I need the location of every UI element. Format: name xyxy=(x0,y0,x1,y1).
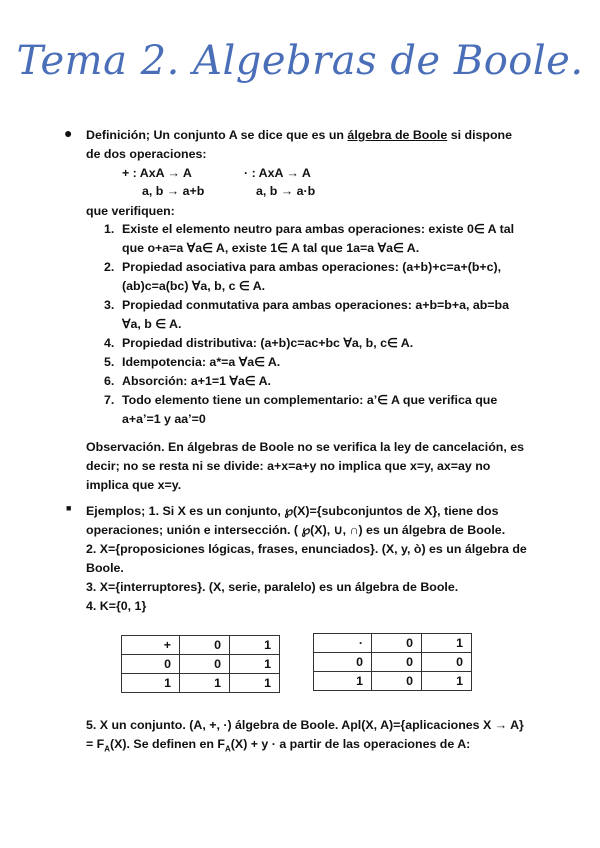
table-row xyxy=(314,672,472,691)
table-cell: 0 xyxy=(314,653,372,672)
bullet-dot: ● xyxy=(64,125,73,141)
table-row xyxy=(314,634,472,653)
powerset-icon: ℘ xyxy=(284,504,293,518)
table-cell: 1 xyxy=(230,636,280,655)
table-cell: 1 xyxy=(422,672,472,691)
verifiquen-text: que verifiquen: xyxy=(86,204,175,218)
op-sum-line1: + : AxA → A xyxy=(122,166,192,180)
properties-list: 1. Existe el elemento neutro para ambas operaciones: existe 0∈ A tal que o+a=a ∀a∈ A, existe 1∈ A tal que 1a=a ∀a∈ A. 2. Propiedad asociativa para ambas operaciones: (a+b)+c=a+(b+c), (ab)c=a(bc) ∀a, b, c ∈ A. 3. Propiedad conmutativa para ambas operaciones: a+b=b+a, ab=ba ∀a, b ∈ A. 4. Propiedad distributiva: (a+b)c=ac+bc ∀a, b, c∈ A. 5. Idempotencia: a*=a ∀a∈ A. 6. Absorción: a+1=1 ∀a∈ A. 7. Todo elemento tiene un complementario: a’∈ A que verifica que a+a’=1 y aa’=0 xyxy=(104,220,524,429)
ejemplos-section: Ejemplos; 1. Si X es un conjunto, ℘(X)={subconjuntos de X}, tiene dos operaciones; unión e intersección. ( ℘(X), ∪, ∩) es un álgebra de Boole. 2. X={proposiciones lógicas, frases, enunciados}. (X, y, ò) es un álgebra de Boole. 3. X={interruptores}. (X, serie, paralelo) es un álgebra de Boole. 4. K={0, 1} xyxy=(86,504,527,613)
table-cell: 1 xyxy=(180,674,230,693)
property-1: 1. Existe el elemento neutro para ambas operaciones: existe 0∈ A tal xyxy=(104,222,515,236)
page-title: Tema 2. Algebras de Boole. xyxy=(16,38,584,84)
powerset-icon: ℘ xyxy=(301,523,311,537)
table-cell: · xyxy=(314,634,372,653)
product-table xyxy=(313,633,472,691)
table-cell: 0 xyxy=(372,672,422,691)
ejemplo5-section: 5. X un conjunto. (A, +, ·) álgebra de Boole. Apl(X, A)={aplicaciones X → A} = $F_A(X)$. Se definen en $F_A(X) + y \cdot a$ partir de las operaciones de A: xyxy=(86,718,524,754)
table-cell: 0 xyxy=(372,634,422,653)
observacion-label: Observación. xyxy=(86,440,165,454)
table-cell: 1 xyxy=(314,672,372,691)
sum-table xyxy=(121,635,280,693)
bullet-square: ■ xyxy=(66,503,72,513)
table-cell: 1 xyxy=(422,634,472,653)
property-4: 4. Propiedad distributiva: (a+b)c=ac+bc ∀a, b, c∈ A. xyxy=(104,336,414,350)
op-sum-line2: a, b → a+b xyxy=(142,184,205,198)
table-row xyxy=(122,655,280,674)
definicion-text-a: Un conjunto A se dice que es un xyxy=(153,128,344,142)
table-row xyxy=(314,653,472,672)
table-row xyxy=(122,674,280,693)
table-cell: 0 xyxy=(180,655,230,674)
table-cell: 1 xyxy=(230,655,280,674)
observacion-section: Observación. En álgebras de Boole no se verifica la ley de cancelación, es decir; no se resta ni se divide: a+x=a+y no implica que x=y, ax=ay no implica que x=y. xyxy=(86,440,525,492)
table-cell: 0 xyxy=(122,655,180,674)
op-prod-line2: a, b → a·b xyxy=(256,184,316,198)
definicion-section xyxy=(86,126,526,164)
algebra-term: álgebra de Boole xyxy=(347,128,448,142)
table-cell: 0 xyxy=(372,653,422,672)
table-cell: 0 xyxy=(180,636,230,655)
table-cell: 1 xyxy=(122,674,180,693)
table-cell: 1 xyxy=(230,674,280,693)
definicion-text-b: si dispone de dos operaciones: xyxy=(86,128,512,161)
op-prod-line1: · : AxA → A xyxy=(244,166,311,180)
property-7: 7. Todo elemento tiene un complementario: a’∈ A que verifica que xyxy=(104,393,498,407)
table-cell: 0 xyxy=(422,653,472,672)
property-6: 6. Absorción: a+1=1 ∀a∈ A. xyxy=(104,374,271,388)
property-2: 2. Propiedad asociativa para ambas operaciones: (a+b)+c=a+(b+c), xyxy=(104,260,502,274)
table-cell: + xyxy=(122,636,180,655)
ejemplos-label: Ejemplos; xyxy=(86,504,146,518)
definicion-label: Definición; xyxy=(86,128,151,142)
property-3: 3. Propiedad conmutativa para ambas operaciones: a+b=b+a, ab=ba xyxy=(104,298,510,312)
table-row xyxy=(122,636,280,655)
property-5: 5. Idempotencia: a*=a ∀a∈ A. xyxy=(104,355,281,369)
